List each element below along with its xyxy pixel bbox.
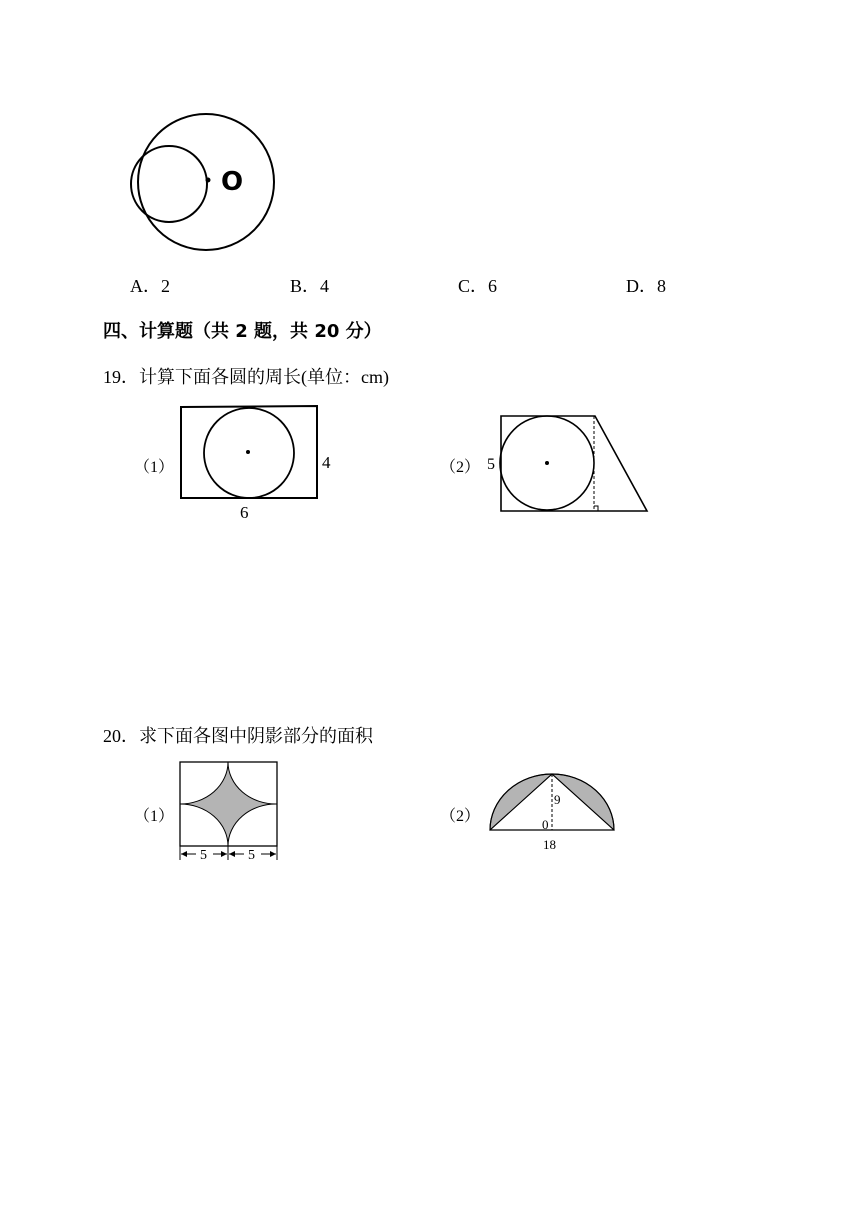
question-19-text: 19．计算下面各圆的周长(单位：cm): [103, 367, 389, 387]
small-circle: [131, 146, 207, 222]
dim-arrow-left-b: [221, 851, 227, 857]
dim-arrow-right-b: [270, 851, 276, 857]
option-d: D．8: [626, 276, 666, 296]
q20-fig1-label: （1）: [134, 808, 175, 825]
width-label: 6: [240, 503, 249, 522]
height-label: 4: [322, 453, 331, 472]
center-label: 0: [542, 817, 549, 832]
side-label: 5: [487, 456, 495, 473]
option-c: C．6: [458, 276, 498, 296]
dim-arrow-left-a: [181, 851, 187, 857]
q20-fig2-label: （2）: [440, 808, 481, 825]
q19-fig2-label: （2）: [440, 459, 481, 476]
q20-figure-2: [484, 766, 620, 856]
center-dot: [246, 450, 250, 454]
dim-label-right: 5: [248, 848, 255, 863]
question-20-text: 20．求下面各图中阴影部分的面积: [103, 726, 373, 746]
base-label: 18: [543, 837, 556, 852]
option-b: B．4: [290, 276, 330, 296]
option-a: A．2: [130, 276, 170, 296]
trapezoid: [501, 416, 647, 511]
radius-label: 9: [554, 792, 561, 807]
q19-figure-1: [176, 400, 341, 522]
point-o-label: O: [221, 167, 244, 197]
q19-figure-2: [484, 412, 654, 516]
section-title: 四、计算题（共 2 题，共 20 分）: [103, 321, 382, 342]
shaded-region: [180, 762, 277, 846]
q19-fig1-label: （1）: [134, 459, 175, 476]
q20-figure-1: [176, 760, 282, 864]
dim-arrow-right-a: [229, 851, 235, 857]
center-dot: [545, 461, 549, 465]
point-dot: [206, 178, 211, 183]
dim-label-left: 5: [200, 848, 207, 863]
top-circle-figure: [125, 108, 280, 258]
